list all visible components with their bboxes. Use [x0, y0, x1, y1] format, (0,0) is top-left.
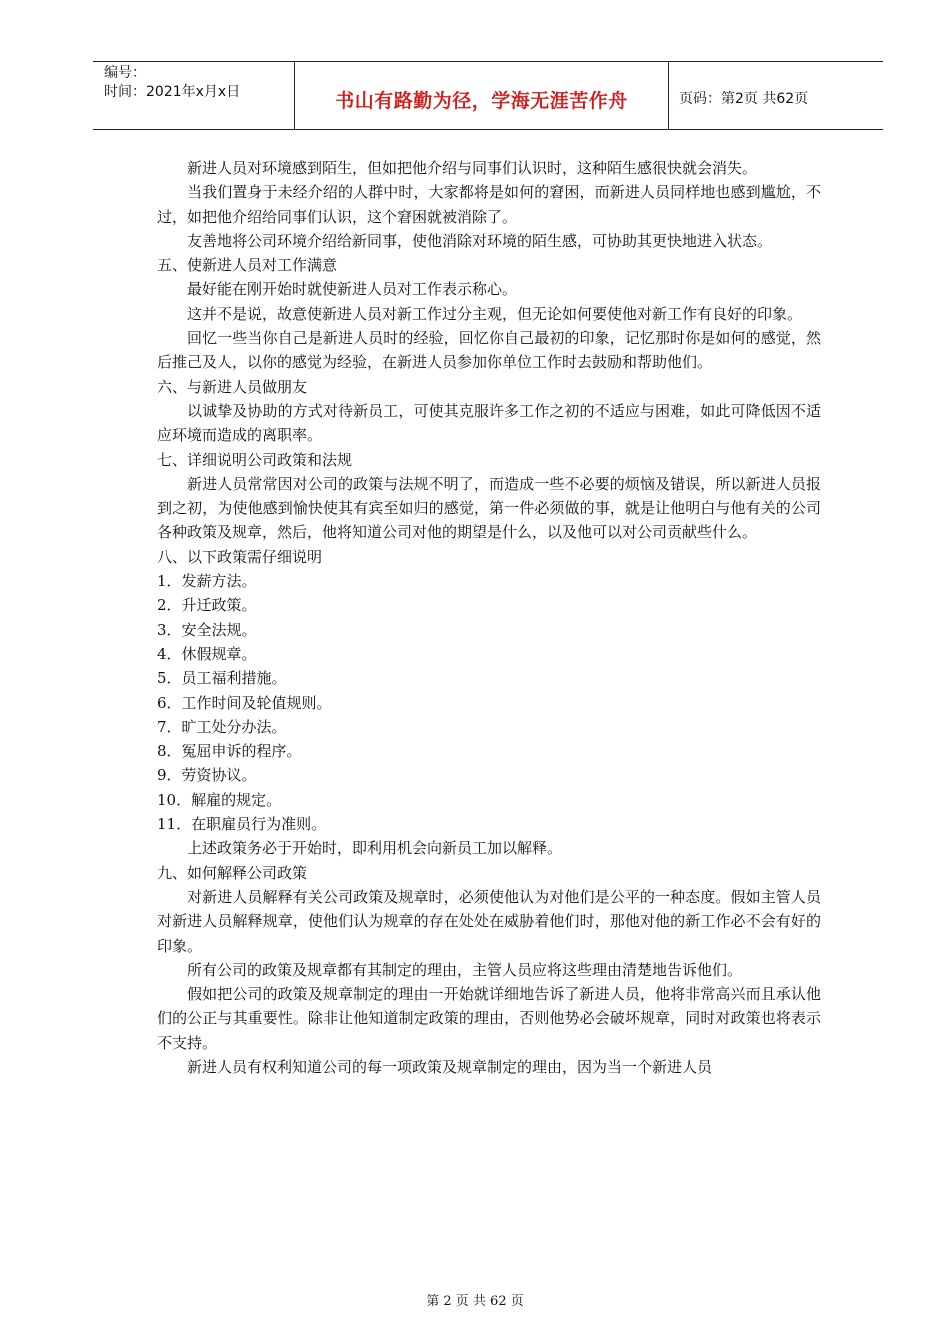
body-paragraph: 上述政策务必于开始时，即利用机会向新员工加以解释。: [187, 839, 563, 858]
section-line: 10．解雇的规定。: [157, 790, 282, 809]
header-top-rule: [93, 61, 883, 62]
body-paragraph: 友善地将公司环境介绍给新同事，使他消除对环境的陌生感，可协助其更快地进入状态。: [187, 231, 773, 250]
section-line: 九、如何解释公司政策: [157, 863, 308, 882]
section-line: 8．冤屈申诉的程序。: [157, 742, 302, 761]
header-divider-2: [668, 61, 669, 129]
section-line: 3．安全法规。: [157, 620, 257, 639]
body-paragraph: 新进人员对环境感到陌生，但如把他介绍与同事们认识时，这种陌生感很快就会消失。: [187, 159, 758, 177]
section-line: 六、与新进人员做朋友: [157, 377, 308, 396]
body-paragraph: 对新进人员解释有关公司政策及规章时，必须使他认为对他们是公平的一种态度。假如主管人员对新进人员解释规章，使他们认为规章的存在处处在威胁着他们时，那他对他的新工作必不会有好的印象。: [157, 887, 821, 955]
section-line: 五、使新进人员对工作满意: [157, 256, 338, 275]
section-line: 1．发薪方法。: [157, 572, 257, 591]
body-paragraph: 假如把公司的政策及规章制定的理由一开始就详细地告诉了新进人员，他将非常高兴而且承认他们的公正与其重要性。除非让他知道制定政策的理由，否则他势必会破坏规章，同时对政策也将表示不支持。: [157, 985, 821, 1052]
body-paragraph: 当我们置身于未经介绍的人群中时，大家都将是如何的窘困，而新进人员同样地也感到尴尬，不过，如把他介绍给同事们认识，这个窘困就被消除了。: [157, 183, 821, 226]
header-bottom-rule: [93, 129, 883, 130]
document-body: [157, 156, 821, 1079]
body-paragraph: 新进人员常常因对公司的政策与法规不明了，而造成一些不必要的烦恼及错误，所以新进人员报到之初，为使他感到愉快使其有宾至如归的感觉，第一件必须做的事，就是让他明白与他有关的公司各种政策及规章，然后，他将知道公司对他的期望是什么，以及他可以对公司贡献些什么。: [157, 474, 821, 542]
section-line: 5．员工福利措施。: [157, 669, 287, 688]
header-time-label: 时间：2021年x月x日: [104, 84, 241, 100]
section-line: 6．工作时间及轮值规则。: [157, 693, 332, 712]
body-paragraph: 回忆一些当你自己是新进人员时的经验，回忆你自己最初的印象，记忆那时你是如何的感觉，然后推己及人，以你的感觉为经验，在新进人员参加你单位工作时去鼓励和帮助他们。: [157, 329, 821, 372]
section-line: 2．升迁政策。: [157, 596, 257, 615]
body-paragraph: 新进人员有权利知道公司的每一项政策及规章制定的理由，因为当一个新进人员: [187, 1057, 713, 1076]
header-left-info: [104, 64, 240, 102]
body-paragraph: 所有公司的政策及规章都有其制定的理由，主管人员应将这些理由清楚地告诉他们。: [187, 960, 743, 979]
section-line: 八、以下政策需仔细说明: [157, 547, 323, 566]
body-paragraph: 最好能在刚开始时就使新进人员对工作表示称心。: [187, 280, 518, 299]
section-line: 9．劳资协议。: [157, 766, 257, 785]
header-motto: 书山有路勤为径，学海无涯苦作舟: [335, 90, 628, 112]
body-paragraph: 这并不是说，故意使新进人员对新工作过分主观，但无论如何要使他对新工作有良好的印象。: [187, 304, 803, 323]
body-paragraph: 以诚挚及协助的方式对待新员工，可使其克服许多工作之初的不适应与困难，如此可降低因不适应环境而造成的离职率。: [157, 401, 821, 445]
header-number-label: 编号：: [104, 65, 146, 81]
section-line: 4．休假规章。: [157, 644, 257, 663]
section-line: 七、详细说明公司政策和法规: [157, 450, 353, 469]
header-page-info: 页码：第2页 共62页: [679, 91, 809, 107]
section-line: 11．在职雇员行为准则。: [157, 815, 327, 834]
page-footer: 第 2 页 共 62 页: [426, 1294, 524, 1309]
section-line: 7．旷工处分办法。: [157, 717, 287, 736]
